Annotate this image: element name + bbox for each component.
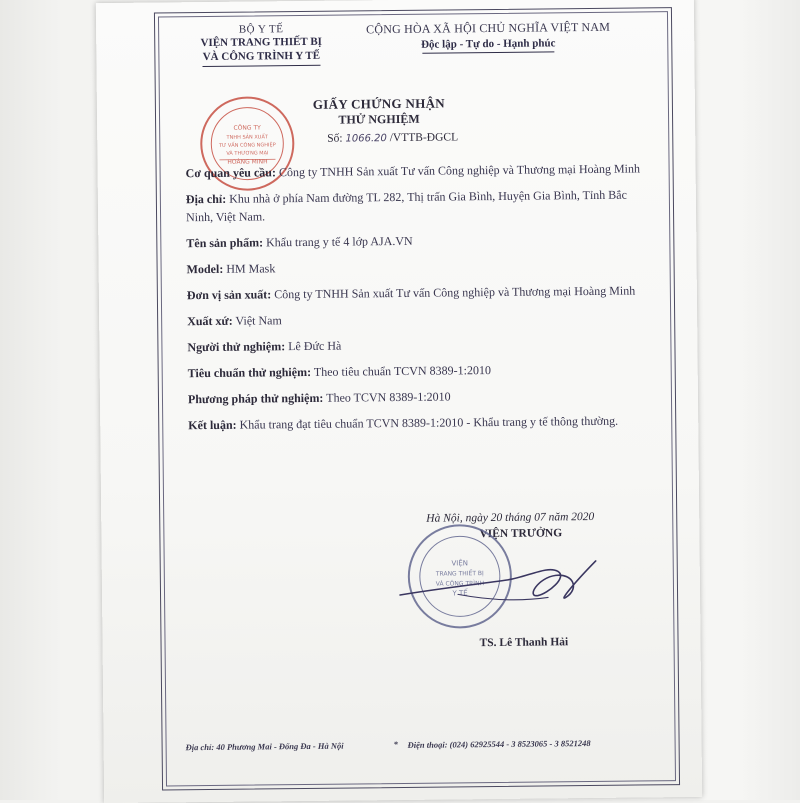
field-value: Khu nhà ở phía Nam đường TL 282, Thị trấn Gia Bình, Huyện Gia Bình, Tỉnh Bắc Ninh, Việt Nam. — [186, 187, 627, 225]
title-line1: GIẤY CHỨNG NHẬN — [312, 95, 446, 112]
field-value: Khẩu trang đạt tiêu chuẩn TCVN 8389-1:2010 - Khẩu trang y tế thông thường. — [239, 413, 619, 432]
field-label: Tiêu chuẩn thử nghiệm: — [187, 364, 312, 381]
svg-text:VÀ CÔNG TRÌNH: VÀ CÔNG TRÌNH — [435, 580, 485, 588]
field-conclusion — [188, 411, 658, 434]
field-label: Đơn vị sản xuất: — [186, 287, 272, 303]
field-tester — [187, 333, 657, 356]
institute-name-line2: VÀ CÔNG TRÌNH Y TẾ — [202, 49, 321, 64]
field-test-standard — [188, 359, 658, 382]
footer-address: Địa chỉ: 40 Phương Mai - Đống Đa - Hà Nội — [185, 740, 344, 753]
field-value: Việt Nam — [235, 313, 282, 328]
footer-phone: Điện thoại: (024) 62925544 - 3 8523065 - 3 8521248 — [407, 738, 591, 750]
signer-name: TS. Lê Thanh Hải — [479, 636, 569, 650]
field-label: Model: — [186, 261, 224, 277]
field-label: Kết luận: — [188, 417, 237, 433]
title-line2: THỬ NGHIỆM — [338, 111, 420, 127]
footer-separator: * — [393, 739, 398, 750]
field-value: Khẩu trang y tế 4 lớp AJA.VN — [265, 233, 413, 250]
field-product-name — [186, 229, 656, 252]
svg-text:Y TẾ: Y TẾ — [452, 589, 468, 598]
field-value: Công ty TNHH Sản xuất Tư vấn Công nghiệp và Thương mại Hoàng Minh — [278, 161, 640, 180]
field-label: Xuất xứ: — [187, 313, 233, 329]
ministry-name: BỘ Y TẾ — [238, 23, 284, 36]
svg-text:TƯ VẤN CÔNG NGHIỆP: TƯ VẤN CÔNG NGHIỆP — [218, 142, 276, 149]
certificate-fields — [186, 159, 659, 442]
certificate-document — [96, 0, 702, 803]
certificate-number — [327, 131, 458, 144]
field-label: Tên sản phẩm: — [186, 235, 264, 251]
svg-text:VIỆN: VIỆN — [451, 559, 469, 568]
svg-text:VÀ THƯƠNG MẠI: VÀ THƯƠNG MẠI — [226, 150, 269, 157]
national-motto: Độc lập - Tự do - Hạnh phúc — [420, 37, 556, 51]
field-manufacturer — [187, 281, 657, 304]
institute-name-line1: VIỆN TRANG THIẾT BỊ — [200, 35, 322, 50]
field-label: Phương pháp thử nghiệm: — [187, 390, 324, 407]
issuer-header — [186, 23, 336, 68]
country-name: CỘNG HÒA XÃ HỘI CHỦ NGHĨA VIỆT NAM — [366, 19, 611, 37]
director-title: VIỆN TRƯỞNG — [479, 527, 563, 541]
certificate-number-label: Số: — [327, 132, 343, 145]
field-test-method — [188, 385, 658, 408]
issue-dateline: Hà Nội, ngày 20 tháng 07 năm 2020 — [426, 510, 595, 525]
field-value: Lê Đức Hà — [288, 338, 342, 354]
field-value: Công ty TNHH Sản xuất Tư vấn Công nghiệp và Thương mại Hoàng Minh — [274, 283, 636, 302]
svg-text:TNHH SẢN XUẤT: TNHH SẢN XUẤT — [226, 134, 268, 141]
field-value: Theo tiêu chuẩn TCVN 8389-1:2010 — [313, 363, 491, 379]
field-value: Theo TCVN 8389-1:2010 — [326, 389, 451, 405]
document-title — [279, 95, 479, 128]
field-label: Cơ quan yêu cầu: — [185, 165, 277, 181]
field-label: Địa chỉ: — [185, 191, 227, 207]
svg-text:TRANG THIẾT BỊ: TRANG THIẾT BỊ — [435, 570, 484, 578]
field-address — [186, 185, 656, 226]
field-value: HM Mask — [226, 261, 276, 276]
field-label: Người thử nghiệm: — [187, 339, 286, 355]
svg-text:CÔNG TY: CÔNG TY — [233, 124, 261, 132]
field-requesting-agency — [186, 159, 656, 182]
certificate-number-suffix: /VTTB-ĐGCL — [389, 131, 459, 145]
national-header — [358, 20, 618, 55]
certificate-number-handwritten: 1066.20 — [345, 133, 387, 145]
svg-text:HOÀNG MINH: HOÀNG MINH — [227, 158, 268, 166]
director-signature — [398, 553, 599, 620]
field-origin — [187, 307, 657, 330]
field-model — [187, 255, 657, 278]
